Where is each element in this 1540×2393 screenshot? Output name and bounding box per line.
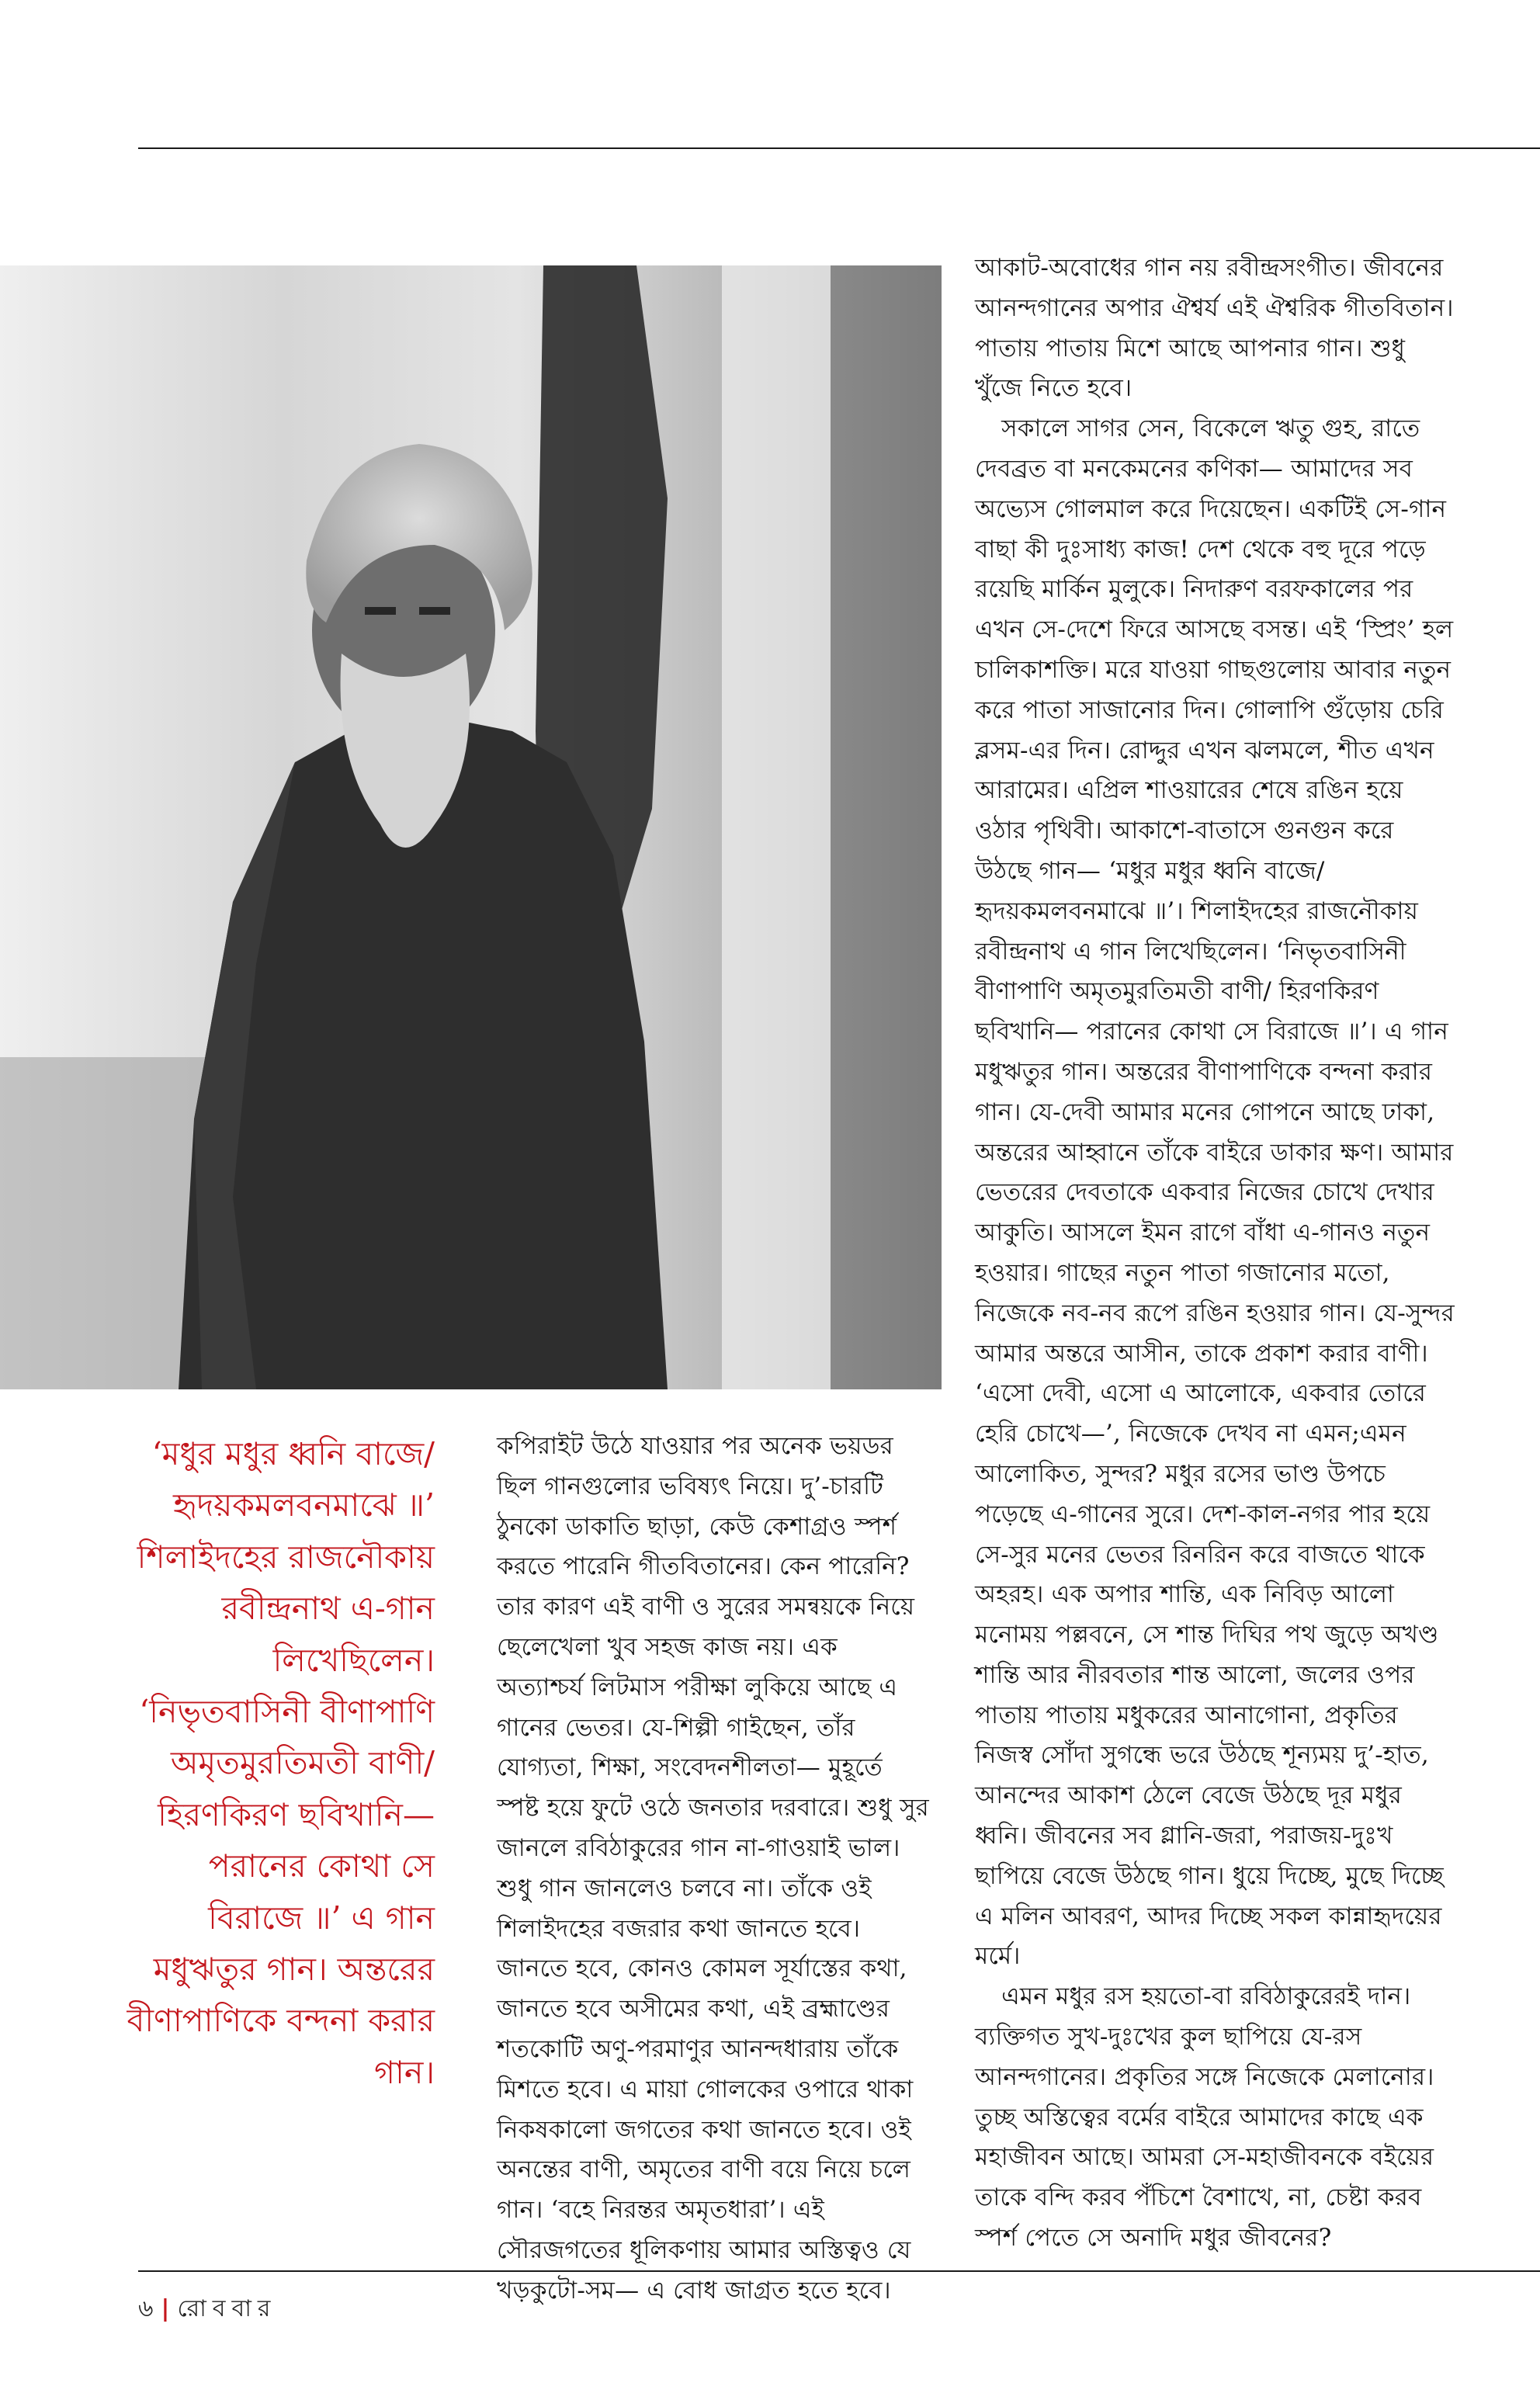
- paragraph: কপিরাইট উঠে যাওয়ার পর অনেক ভয়ডর ছিল গানগুলোর ভবিষ্যৎ নিয়ে। দু’-চারটি ঠুনকো ডাকাতি ছাড়া, কেউ কেশাগ্রও স্পর্শ করতে পারেনি গীতবিতানের। কেন পারেনি? তার কারণ এই বাণী ও সুরের সমন্বয়কে নিয়ে ছেলেখেলা খুব সহজ কাজ নয়। এক অত্যাশ্চর্য লিটমাস পরীক্ষা লুকিয়ে আছে এ গানের ভেতর। যে-শিল্পী গাইছেন, তাঁর যোগ্যতা, শিক্ষা, সংবেদনশীলতা— মুহূর্তে স্পষ্ট হয়ে ফুটে ওঠে জনতার দরবারে। শুধু সুর জানলে রবিঠাকুরের গান না-গাওয়াই ভাল। শুধু গান জানলেও চলবে না। তাঁকে ওই শিলাইদহের বজরার কথা জানতে হবে। জানতে হবে, কোনও কোমল সূর্যাস্তের কথা, জানতে হবে অসীমের কথা, এই ব্রহ্মাণ্ডের শতকোটি অণু-পরমাণুর আনন্দধারায় তাঁকে মিশতে হবে। এ মায়া গোলকের ওপারে থাকা নিকষকালো জগতের কথা জানতে হবে। ওই অনন্তের বাণী, অমৃতের বাণী বয়ে নিয়ে চলে গান। ‘বহে নিরন্তর অমৃতধারা’। এই সৌরজগতের ধূলিকণায় আমার অস্তিত্বও যে খড়কুটো-সম— এ বোধ জাগ্রত হতে হবে।: [497, 1432, 929, 2305]
- article-right-column: [975, 248, 1456, 2259]
- article-middle-column: [497, 1427, 931, 2311]
- page-footer: [138, 2290, 276, 2329]
- separator-bar: |: [161, 2295, 170, 2322]
- paragraph: সকালে সাগর সেন, বিকেলে ঋতু গুহ, রাতে দেবব্রত বা মনকেমনের কণিকা— আমাদের সব অভ্যেস গোলমাল করে দিয়েছেন। একটিই সে-গান বাছা কী দুঃসাধ্য কাজ! দেশ থেকে বহু দূরে পড়ে রয়েছি মার্কিন মুলুকে। নিদারুণ বরফকালের পর এখন সে-দেশে ফিরে আসছে বসন্ত। এই ‘স্প্রিং’ হল চালিকাশক্তি। মরে যাওয়া গাছগুলোয় আবার নতুন করে পাতা সাজানোর দিন। গোলাপি গুঁড়োয় চেরি ব্লসম-এর দিন। রোদ্দুর এখন ঝলমলে, শীত এখন আরামের। এপ্রিল শাওয়ারের শেষে রঙিন হয়ে ওঠার পৃথিবী। আকাশে-বাতাসে গুনগুন করে উঠছে গান— ‘মধুর মধুর ধ্বনি বাজে/ হৃদয়কমলবনমাঝে ॥’। শিলাইদহের রাজনৌকায় রবীন্দ্রনাথ এ গান লিখেছিলেন। ‘নিভৃতবাসিনী বীণাপাণি অমৃতমুরতিমতী বাণী/ হিরণকিরণ ছবিখানি— পরানের কোথা সে বিরাজে ॥’। এ গান মধুঋতুর গান। অন্তরের বীণাপাণিকে বন্দনা করার গান। যে-দেবী আমার মনের গোপনে আছে ঢাকা, অন্তরের আহ্বানে তাঁকে বাইরে ডাকার ক্ষণ। আমার ভেতরের দেবতাকে একবার নিজের চোখে দেখার আকুতি। আসলে ইমন রাগে বাঁধা এ-গানও নতুন হওয়ার। গাছের নতুন পাতা গজানোর মতো, নিজেকে নব-নব রূপে রঙিন হওয়ার গান। যে-সুন্দর আমার অন্তরে আসীন, তাকে প্রকাশ করার বাণী। ‘এসো দেবী, এসো এ আলোকে, একবার তোরে হেরি চোখে—’, নিজেকে দেখব না এমন;এমন আলোকিত, সুন্দর? মধুর রসের ভাণ্ড উপচে পড়েছে এ-গানের সুরে। দেশ-কাল-নগর পার হয়ে সে-সুর মনের ভেতর রিনরিন করে বাজতে থাকে অহরহ। এক অপার শান্তি, এক নিবিড় আলো মনোময় পল্লবনে, সে শান্ত দিঘির পথ জুড়ে অখণ্ড শান্তি আর নীরবতার শান্ত আলো, জলের ওপর পাতায় পাতায় মধুকরের আনাগোনা, প্রকৃতির নিজস্ব সোঁদা সুগন্ধে ভরে উঠছে শূন্যময় দু’-হাত, আনন্দের আকাশ ঠেলে বেজে উঠছে দূর মধুর ধ্বনি। জীবনের সব গ্লানি-জরা, পরাজয়-দুঃখ ছাপিয়ে বেজে উঠছে গান। ধুয়ে দিচ্ছে, মুছে দিচ্ছে এ মলিন আবরণ, আদর দিচ্ছে সকল কান্নাহৃদয়ের মর্মে।: [975, 414, 1455, 1971]
- page-number: ৬: [138, 2295, 154, 2322]
- top-rule: [138, 147, 1540, 149]
- portrait-illustration: [0, 265, 942, 1389]
- pull-quote: ‘মধুর মধুর ধ্বনি বাজে/ হৃদয়কমলবনমাঝে ॥’ শিলাইদহের রাজনৌকায় রবীন্দ্রনাথ এ-গান লিখেছিলেন। ‘নিভৃতবাসিনী বীণাপাণি অমৃতমুরতিমতী বাণী/ হিরণকিরণ ছবিখানি— পরানের কোথা সে বিরাজে ॥’ এ গান মধুঋতুর গান। অন্তরের বীণাপাণিকে বন্দনা করার গান।: [127, 1435, 435, 2091]
- magazine-name: রোববার: [177, 2295, 277, 2322]
- paragraph: আকাট-অবোধের গান নয় রবীন্দ্রসংগীত। জীবনের আনন্দগানের অপার ঐশ্বর্য এই ঐশ্বরিক গীতবিতান। পাতায় পাতায় মিশে আছে আপনার গান। শুধু খুঁজে নিতে হবে।: [975, 254, 1454, 403]
- bottom-rule: [138, 2270, 1540, 2272]
- paragraph: এমন মধুর রস হয়তো-বা রবিঠাকুরেরই দান। ব্যক্তিগত সুখ-দুঃখের কুল ছাপিয়ে যে-রস আনন্দগানের। প্রকৃতির সঙ্গে নিজেকে মেলানোর। তুচ্ছ অস্তিত্বের বর্মের বাইরে আমাদের কাছে এক মহাজীবন আছে। আমরা সে-মহাজীবনকে বইয়ের তাকে বন্দি করব পঁচিশে বৈশাখে, না, চেষ্টা করব স্পর্শ পেতে সে অনাদি মধুর জীবনের?: [975, 1982, 1434, 2253]
- tagore-photo: [0, 265, 942, 1389]
